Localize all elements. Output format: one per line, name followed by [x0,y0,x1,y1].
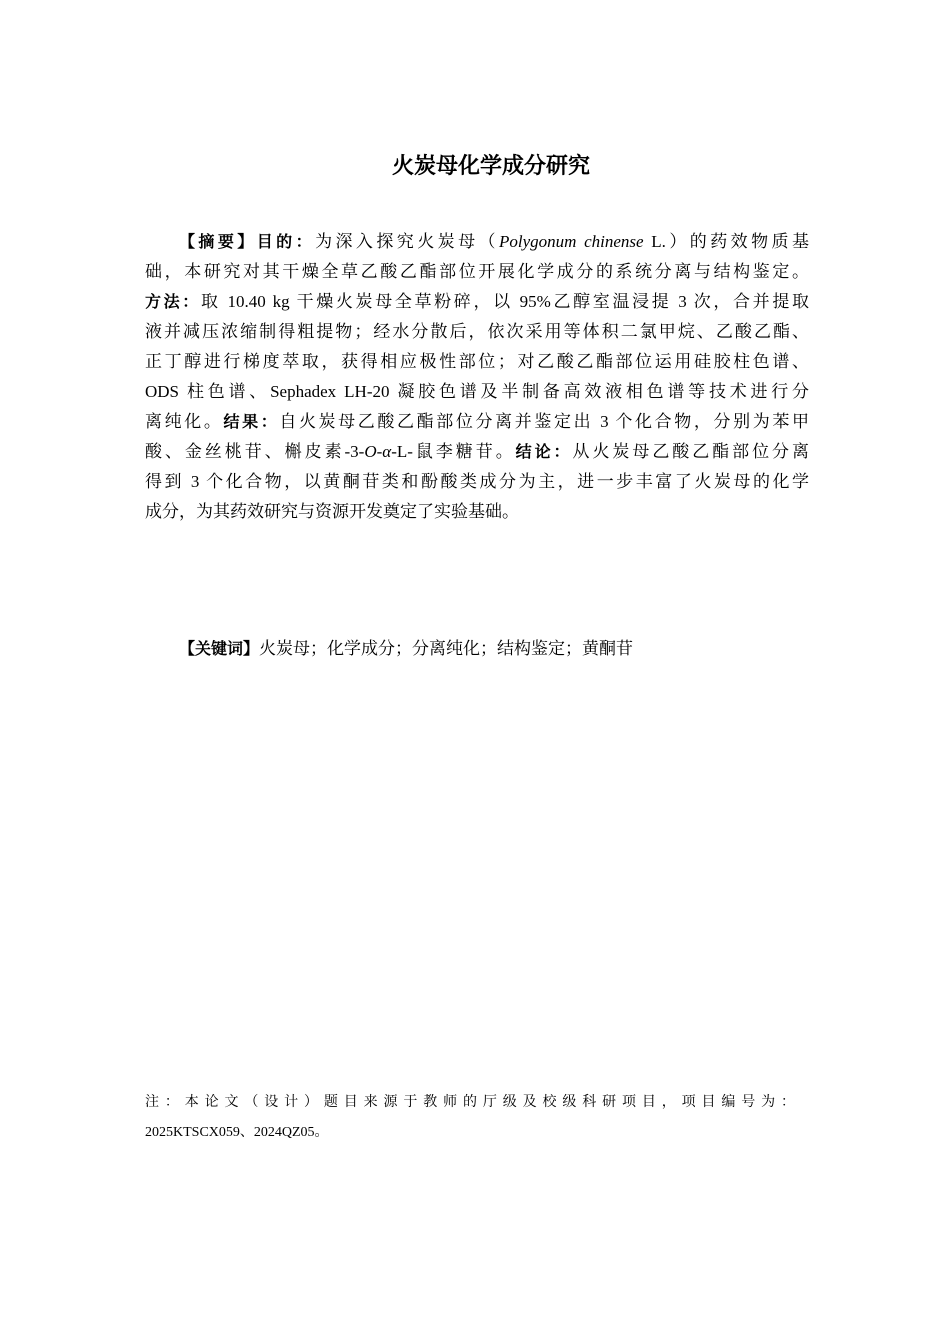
method-text: 正丁醇进行梯度萃取，获得相应极性部位；对乙酸乙酯部位运用硅胶柱色谱、 [145,352,809,371]
abstract-line [145,287,809,317]
species-latin-name: Polygonum chinense [499,232,644,251]
conclusion-text: 成分，为其药效研究与资源开发奠定了实验基础。 [145,502,519,521]
purpose-text: 础，本研究对其干燥全草乙酸乙酯部位开展化学成分的系统分离与结构鉴定。 [145,262,809,281]
result-text: - [376,442,383,461]
conclusion-text: 从火炭母乙酸乙酯部位分离 [572,442,809,461]
purpose-text: L.）的药效物质基 [643,232,809,251]
conclusion-text: 得到 3 个化合物，以黄酮苷类和酚酸类成分为主，进一步丰富了火炭母的化学 [145,472,809,491]
result-text: -L-鼠李糖苷。 [391,442,516,461]
keywords-text: 火炭母；化学成分；分离纯化；结构鉴定；黄酮苷 [259,639,634,658]
method-text: 液并减压浓缩制得粗提物；经水分散后，依次采用等体积二氯甲烷、乙酸乙酯、 [145,322,809,341]
purpose-text: 为深入探究火炭母（ [315,232,499,251]
document-title: 火炭母化学成分研究 [391,154,590,179]
abstract-line [145,377,809,407]
conclusion-label: 结论： [515,442,573,461]
result-text: 自火炭母乙酸乙酯部位分离并鉴定出 3 个化合物，分别为苯甲 [279,412,809,431]
footnote-project-ids: 2025KTSCX059、2024QZ05。 [145,1125,329,1140]
method-text: 离纯化。 [145,412,224,431]
abstract-line [145,257,809,287]
abstract-line [145,497,809,527]
abstract-line [145,467,809,497]
method-label: 方法： [145,292,201,311]
keywords-label: 【关键词】 [179,639,260,658]
result-text-italic-o: O [364,442,377,461]
purpose-label: 目的： [256,232,316,251]
abstract-section [145,227,809,527]
result-text: 酸、金丝桃苷、槲皮素-3- [145,442,365,461]
abstract-line [145,317,809,347]
footnote-line: 注：本论文（设计）题目来源于教师的厅级及校级科研项目，项目编号为： [145,1095,800,1110]
abstract-heading: 【摘要】 [179,232,257,251]
method-text: 取 10.40 kg 干燥火炭母全草粉碎，以 95%乙醇室温浸提 3 次，合并提取 [200,292,809,311]
keywords-line [179,634,633,664]
abstract-line [145,437,809,467]
footnote [145,1088,800,1148]
result-text-italic-alpha: α [382,442,392,461]
abstract-line [145,347,809,377]
method-text: ODS 柱色谱、Sephadex LH-20 凝胶色谱及半制备高效液相色谱等技术进行分 [145,382,809,401]
abstract-line [145,227,809,257]
result-label: 结果： [223,412,280,431]
abstract-line [145,407,809,437]
